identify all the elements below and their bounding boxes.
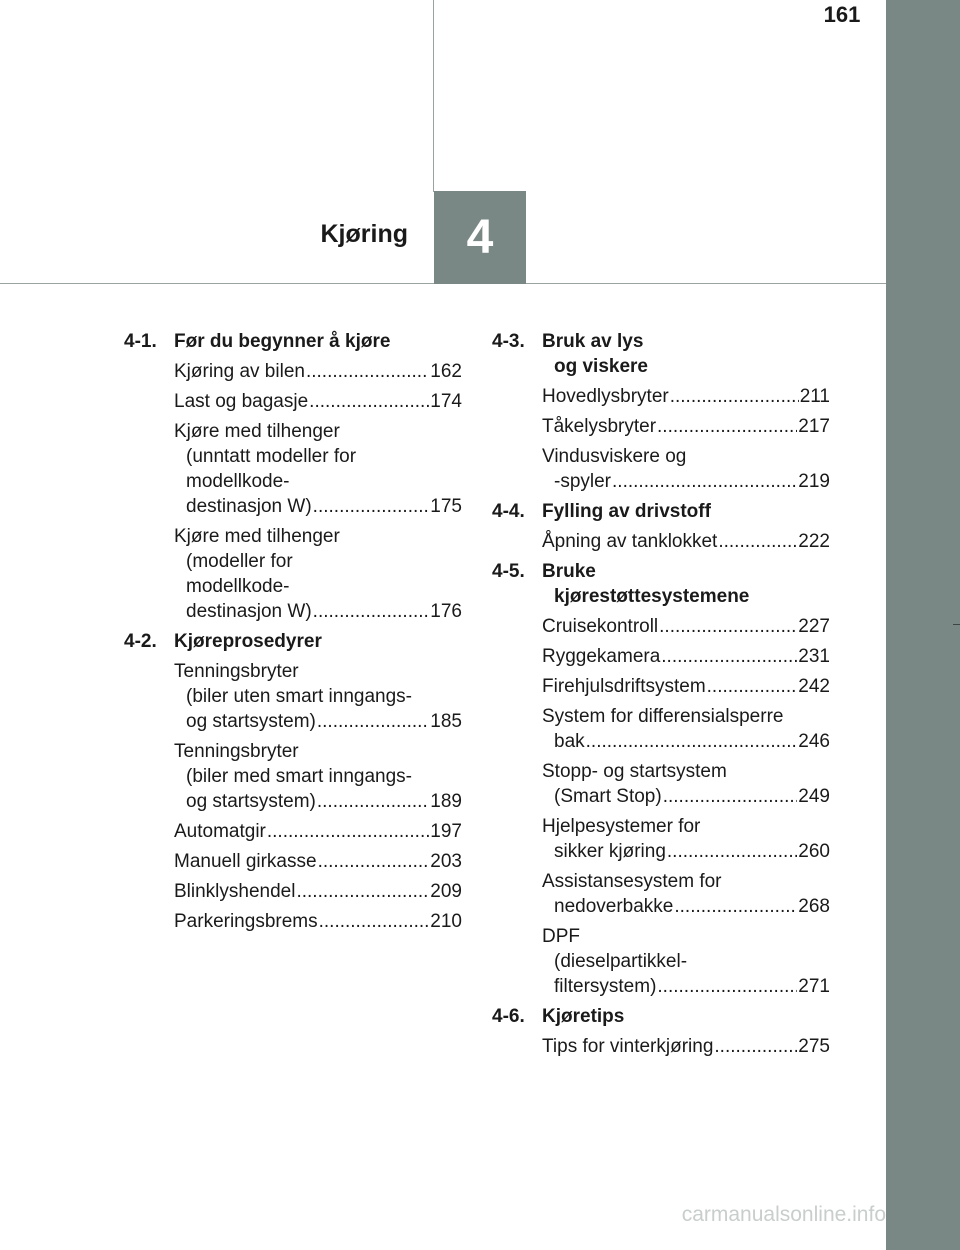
entry-line	[542, 869, 830, 894]
section-number: 4-1.	[124, 331, 157, 352]
dot-leader	[657, 974, 797, 999]
toc-entry[interactable]	[124, 819, 462, 844]
entry-text: Åpning av tanklokket	[542, 531, 718, 552]
toc-entry[interactable]	[492, 1034, 830, 1059]
entry-text: (Smart Stop)	[554, 786, 662, 807]
dot-leader	[313, 599, 430, 624]
section-heading	[492, 559, 830, 609]
toc-entry[interactable]	[124, 359, 462, 384]
toc-entry[interactable]	[492, 759, 830, 809]
entry-text: Tenningsbryter	[174, 741, 299, 762]
entry-page-number[interactable]: 174	[430, 391, 462, 412]
entry-text: filtersystem)	[554, 976, 657, 997]
entry-text: (biler uten smart inngangs-	[186, 686, 412, 707]
entry-page-number[interactable]: 249	[798, 786, 830, 807]
entry-line	[174, 524, 462, 549]
section-title-line: Bruk av lys	[542, 331, 644, 352]
entry-text: -spyler	[554, 471, 612, 492]
entry-line	[542, 469, 830, 494]
entry-line	[542, 384, 830, 409]
entry-line	[542, 729, 830, 754]
toc-entry[interactable]	[124, 659, 462, 734]
entry-page-number[interactable]: 219	[798, 471, 830, 492]
entry-page-number[interactable]: 176	[430, 601, 462, 622]
toc-entry[interactable]	[124, 879, 462, 904]
entry-text: modellkode-	[186, 576, 290, 597]
entry-line	[174, 549, 462, 574]
section-heading	[492, 499, 830, 524]
entry-page-number[interactable]: 260	[798, 841, 830, 862]
dot-leader	[659, 614, 797, 639]
entry-text: Kjøre med tilhenger	[174, 526, 340, 547]
entry-line	[542, 614, 830, 639]
entry-line	[542, 1034, 830, 1059]
toc-entry[interactable]	[124, 739, 462, 814]
section-number: 4-2.	[124, 631, 157, 652]
toc-column-left	[124, 329, 462, 939]
entry-line	[542, 704, 830, 729]
section-title	[542, 1004, 830, 1029]
dot-leader	[296, 879, 429, 904]
entry-page-number[interactable]: 197	[430, 821, 462, 842]
entry-text: Cruisekontroll	[542, 616, 659, 637]
toc-entry[interactable]	[492, 644, 830, 669]
section-number: 4-4.	[492, 501, 525, 522]
entry-line	[174, 419, 462, 444]
entry-text: destinasjon W)	[186, 496, 312, 517]
dot-leader	[661, 644, 797, 669]
entry-text: destinasjon W)	[186, 601, 312, 622]
entry-line	[174, 739, 462, 764]
entry-text: DPF	[542, 926, 580, 947]
entry-line	[174, 359, 462, 384]
entry-text: (biler med smart inngangs-	[186, 766, 412, 787]
entry-text: Tåkelysbryter	[542, 416, 657, 437]
entry-text: System for differensialsperre	[542, 706, 784, 727]
dot-leader	[318, 849, 430, 874]
section-title-line: Fylling av drivstoff	[542, 501, 711, 522]
entry-page-number[interactable]: 271	[798, 976, 830, 997]
dot-leader	[317, 709, 429, 734]
entry-page-number[interactable]: 211	[799, 386, 830, 407]
entry-line	[174, 599, 462, 624]
entry-text: (modeller for	[186, 551, 293, 572]
toc-entry[interactable]	[492, 674, 830, 699]
dot-leader	[718, 529, 797, 554]
toc-section	[124, 629, 462, 934]
entry-page-number[interactable]: 175	[430, 496, 462, 517]
entry-line	[542, 674, 830, 699]
dot-leader	[663, 784, 798, 809]
section-heading	[124, 629, 462, 654]
entry-page-number[interactable]: 185	[430, 711, 462, 732]
entry-page-number[interactable]: 242	[798, 676, 830, 697]
entry-line	[174, 469, 462, 494]
section-title	[174, 329, 462, 354]
chapter-side-strip	[886, 0, 960, 1250]
entry-page-number[interactable]: 231	[798, 646, 830, 667]
toc-entry[interactable]	[492, 704, 830, 754]
toc-entry[interactable]	[124, 389, 462, 414]
section-heading	[492, 1004, 830, 1029]
entry-line	[174, 879, 462, 904]
entry-line	[542, 839, 830, 864]
entry-page-number[interactable]: 209	[430, 881, 462, 902]
dot-leader	[586, 729, 798, 754]
entry-line	[542, 444, 830, 469]
entry-text: og startsystem)	[186, 711, 316, 732]
section-number: 4-3.	[492, 331, 525, 352]
entry-page-number[interactable]: 222	[798, 531, 830, 552]
entry-line	[542, 529, 830, 554]
entry-text: Assistansesystem for	[542, 871, 722, 892]
toc-section	[492, 329, 830, 494]
entry-text: Tenningsbryter	[174, 661, 299, 682]
entry-page-number[interactable]: 268	[798, 896, 830, 917]
dot-leader	[612, 469, 797, 494]
section-title-line: Kjøreprosedyrer	[174, 631, 322, 652]
entry-page-number[interactable]: 203	[430, 851, 462, 872]
entry-line	[542, 814, 830, 839]
toc-section	[492, 559, 830, 999]
section-title	[542, 559, 830, 609]
dot-leader	[317, 789, 429, 814]
section-title-line: kjørestøttesystemene	[554, 586, 750, 607]
toc-section	[492, 499, 830, 554]
section-title-line: Bruke	[542, 561, 596, 582]
section-title	[542, 499, 830, 524]
section-number: 4-5.	[492, 561, 525, 582]
section-title-line: og viskere	[554, 356, 648, 377]
entry-page-number[interactable]: 227	[798, 616, 830, 637]
toc-column-right	[492, 329, 830, 1064]
section-number: 4-6.	[492, 1006, 525, 1027]
entry-line	[542, 894, 830, 919]
entry-text: Blinklyshendel	[174, 881, 296, 902]
entry-page-number[interactable]: 275	[798, 1036, 830, 1057]
section-title	[542, 329, 830, 379]
toc-entry[interactable]	[492, 924, 830, 999]
entry-text: (dieselpartikkel-	[554, 951, 688, 972]
section-title-line: Kjøretips	[542, 1006, 625, 1027]
dot-leader	[707, 674, 798, 699]
dot-leader	[674, 894, 797, 919]
entry-line	[542, 974, 830, 999]
entry-line	[174, 659, 462, 684]
entry-page-number[interactable]: 210	[430, 911, 462, 932]
toc-entry[interactable]	[492, 869, 830, 919]
toc-entry[interactable]	[492, 414, 830, 439]
entry-line	[174, 684, 462, 709]
entry-line	[542, 924, 830, 949]
section-title-line: Før du begynner å kjøre	[174, 331, 391, 352]
entry-text: bak	[554, 731, 585, 752]
entry-text: Manuell girkasse	[174, 851, 317, 872]
entry-text: (unntatt modeller for	[186, 446, 357, 467]
header-divider-vertical	[433, 0, 434, 192]
section-heading	[492, 329, 830, 379]
toc-entry[interactable]	[492, 529, 830, 554]
entry-page-number[interactable]: 162	[430, 361, 462, 382]
dot-leader	[667, 839, 797, 864]
entry-text: sikker kjøring	[554, 841, 666, 862]
toc-entry[interactable]	[124, 849, 462, 874]
entry-page-number[interactable]: 189	[430, 791, 462, 812]
toc-section	[492, 1004, 830, 1059]
watermark: carmanualsonline.info	[681, 1203, 886, 1226]
dot-leader	[319, 909, 430, 934]
toc-entry[interactable]	[492, 384, 830, 409]
toc-entry[interactable]	[124, 909, 462, 934]
entry-line	[174, 764, 462, 789]
toc-entry[interactable]	[124, 419, 462, 519]
entry-line	[174, 574, 462, 599]
entry-text: Vindusviskere og	[542, 446, 687, 467]
entry-text: Parkeringsbrems	[174, 911, 318, 932]
entry-text: Last og bagasje	[174, 391, 309, 412]
chapter-number-tab: 4	[434, 191, 526, 284]
toc-entry[interactable]	[492, 814, 830, 864]
entry-text: nedoverbakke	[554, 896, 674, 917]
entry-text: Hjelpesystemer for	[542, 816, 701, 837]
entry-text: Automatgir	[174, 821, 266, 842]
entry-line	[542, 414, 830, 439]
section-heading	[124, 329, 462, 354]
entry-line	[174, 909, 462, 934]
entry-line	[174, 444, 462, 469]
entry-line	[542, 759, 830, 784]
dot-leader	[670, 384, 799, 409]
entry-text: Tips for vinterkjøring	[542, 1036, 714, 1057]
entry-line	[542, 644, 830, 669]
entry-text: Stopp- og startsystem	[542, 761, 727, 782]
strip-tick-mark	[953, 624, 960, 625]
entry-line	[174, 819, 462, 844]
entry-page-number[interactable]: 217	[798, 416, 830, 437]
entry-line	[174, 789, 462, 814]
toc-entry[interactable]	[492, 614, 830, 639]
entry-text: modellkode-	[186, 471, 290, 492]
entry-text: Kjøre med tilhenger	[174, 421, 340, 442]
section-title	[174, 629, 462, 654]
dot-leader	[657, 414, 797, 439]
entry-text: Kjøring av bilen	[174, 361, 305, 382]
entry-page-number[interactable]: 246	[798, 731, 830, 752]
dot-leader	[309, 389, 429, 414]
entry-line	[174, 494, 462, 519]
entry-text: Firehjulsdriftsystem	[542, 676, 706, 697]
entry-line	[174, 849, 462, 874]
dot-leader	[306, 359, 429, 384]
toc-section	[124, 329, 462, 624]
entry-line	[174, 709, 462, 734]
entry-text: og startsystem)	[186, 791, 316, 812]
dot-leader	[267, 819, 429, 844]
dot-leader	[714, 1034, 797, 1059]
toc-entry[interactable]	[492, 444, 830, 494]
dot-leader	[313, 494, 430, 519]
entry-text: Ryggekamera	[542, 646, 661, 667]
toc-entry[interactable]	[124, 524, 462, 624]
chapter-title: Kjøring	[320, 220, 408, 248]
entry-line	[542, 784, 830, 809]
entry-line	[542, 949, 830, 974]
entry-text: Hovedlysbryter	[542, 386, 669, 407]
entry-line	[174, 389, 462, 414]
page-number: 161	[823, 2, 861, 27]
